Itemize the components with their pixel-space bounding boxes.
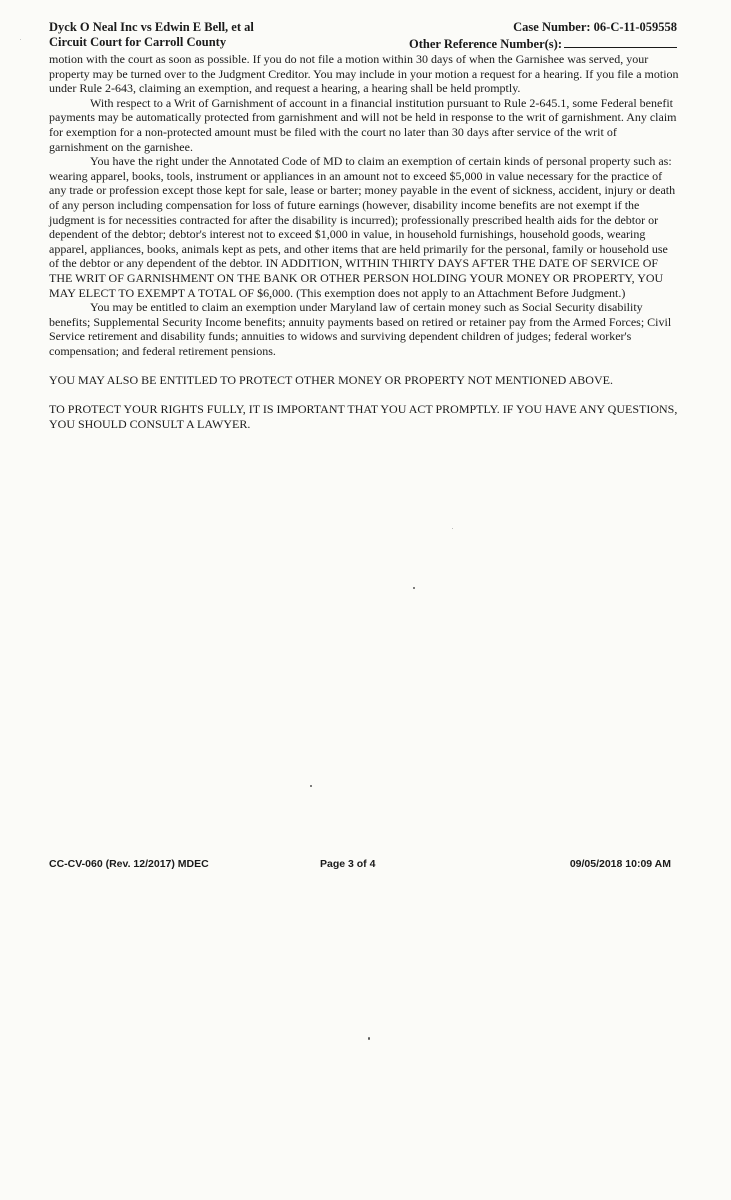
other-reference: [409, 35, 677, 52]
print-timestamp: 09/05/2018 10:09 AM: [569, 858, 671, 870]
other-reference-blank-line: [564, 35, 677, 48]
other-reference-label: Other Reference Number(s):: [409, 37, 562, 51]
notice-act-promptly: TO PROTECT YOUR RIGHTS FULLY, IT IS IMPORTANT THAT YOU ACT PROMPTLY. IF YOU HAVE ANY QUESTIONS, YOU SHOULD CONSULT A LAWYER.: [49, 402, 678, 431]
case-number: Case Number: 06-C-11-059558: [513, 20, 677, 34]
scan-speck: [368, 1037, 370, 1040]
scan-speck: [310, 785, 312, 787]
header-left: [49, 20, 254, 50]
scan-speck: [413, 587, 415, 589]
page-footer: [49, 856, 671, 872]
case-title: Dyck O Neal Inc vs Edwin E Bell, et al: [49, 20, 254, 34]
scan-speck: [452, 528, 453, 529]
court-name: Circuit Court for Carroll County: [49, 35, 227, 49]
page-header: [49, 20, 677, 52]
scan-speck: [20, 39, 21, 40]
header-right: [409, 20, 677, 52]
form-identifier: CC-CV-060 (Rev. 12/2017) MDEC: [49, 858, 209, 870]
notice-other-property: YOU MAY ALSO BE ENTITLED TO PROTECT OTHER MONEY OR PROPERTY NOT MENTIONED ABOVE.: [49, 373, 613, 388]
paragraph-financial-institution: With respect to a Writ of Garnishment of account in a financial institution pursuant to Rule 2-645.1, some Federal benefit payments may be automatically protected from garnishment and will not be held in response to the writ of garnishment. Any claim for exemption for a non-protected amount must be filed with the court no later than 30 days after service of the writ of garnishment on the garnishee.: [49, 95, 677, 154]
page-number: Page 3 of 4: [320, 858, 376, 870]
paragraph-money-exemption: You may be entitled to claim an exemption under Maryland law of certain money such as Social Security disability benefits; Supplemental Security Income benefits; annuity payments based on retired or retainer pay from the Armed Forces; Civil Service retirement and disability funds; annuities to widows and surviving dependent children of judges; federal worker's compensation; and federal retirement pensions.: [49, 300, 672, 358]
paragraph-motion: motion with the court as soon as possible. If you do not file a motion within 30 days of when the Garnishee was served, your property may be turned over to the Judgment Creditor. You may include in your motion a request for a hearing. If you file a motion under Rule 2-643, claiming an exemption, and request a hearing, a hearing shall be held promptly.: [49, 52, 679, 96]
document-body: [49, 52, 679, 431]
paragraph-personal-property-exemption: You have the right under the Annotated Code of MD to claim an exemption of certain kinds of personal property such as: wearing apparel, books, tools, instrument or appliances in an amount not to exceed $5,000 in value necessary for the practice of any trade or profession except those kept for sale, lease or barter; money payable in the event of sickness, accident, injury or death of any person including compensation for loss of future earnings (however, disability income benefits are not exempt if the judgment is for necessities contracted for after the disability is incurred); professionally prescribed health aids for the debtor or dependent of the debtor; debtor's interest not to exceed $1,000 in value, in household furnishings, household goods, wearing apparel, appliances, books, animals kept as pets, and other items that are held primarily for the personal, family or household use of the debtor or any dependent of the debtor. IN ADDITION, WITHIN THIRTY DAYS AFTER THE DATE OF SERVICE OF THE WRIT OF GARNISHMENT ON THE BANK OR OTHER PERSON HOLDING YOUR MONEY OR PROPERTY, YOU MAY ELECT TO EXEMPT A TOTAL OF $6,000. (This exemption does not apply to an Attachment Before Judgment.): [49, 154, 676, 300]
